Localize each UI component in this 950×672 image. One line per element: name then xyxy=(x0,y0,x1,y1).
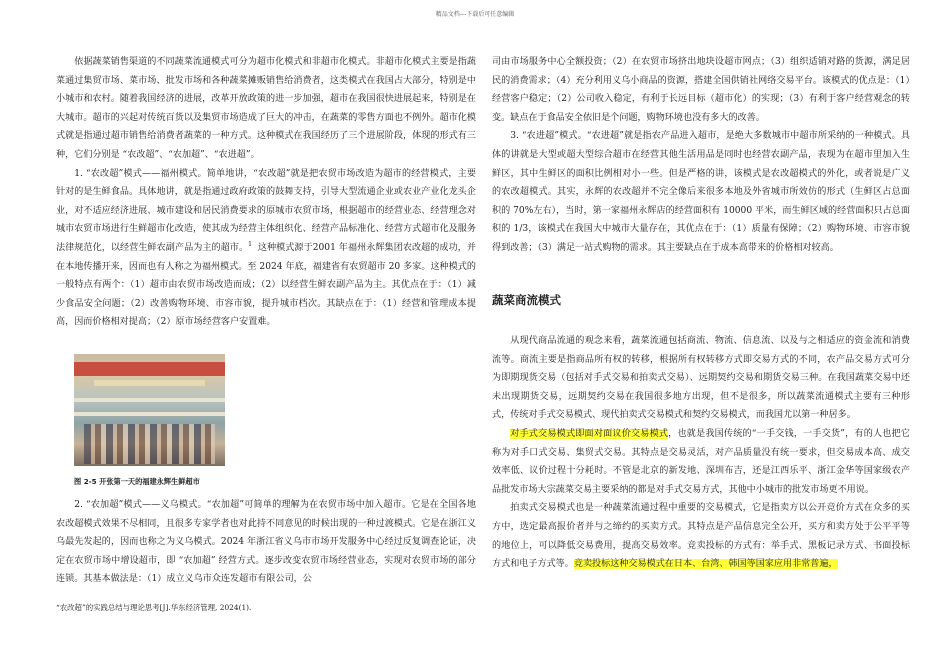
paragraph-auction xyxy=(492,499,910,573)
left-column-top xyxy=(56,53,476,332)
photo-banner xyxy=(74,362,225,376)
photo-shelf xyxy=(74,398,225,402)
paragraph-counterparty xyxy=(492,425,910,499)
footnote-ref: 1 xyxy=(248,240,252,248)
paragraph-intro: 依据蔬菜销售渠道的不同蔬菜流通模式可分为超市化模式和非超市化模式。非超市化模式主要是指蔬菜通过集贸市场、菜市场、批发市场和各种蔬菜摊贩销售给消费者，这类模式在我国占大部分，特别是中小城市和农村。随着我国经济的进展，改革开放政策的进一步加强，超市在我国很快进展起来，特别是在大城市。超市的兴起对传统百货以及集贸市场造成了巨大的冲击，在蔬菜的零售方面也不例外。超市化模式就是指通过超市销售给消费者蔬菜的一种方式。这种模式在我国经历了三个进展阶段，体现的形式有三种，它们分别是 “农改超”、“农加超”、“农进超”。 xyxy=(56,57,476,160)
right-column-top xyxy=(492,53,910,258)
paragraph-text: ，也就是我国传统的“一手交钱，一手交货”，有的人也把它称为对手口式交易、集贸式交易。其特点是交易灵活，对产品质量没有统一要求，但交易成本高、成交效率低、议价过程十分耗时。不管是北京的新发地、深圳布吉，还是江西乐平、浙江金华等国家级农产品批发市场大宗蔬菜交易主要采纳的都是对手式交易方式，其他中小城市的批发市场更不用说。 xyxy=(492,428,910,495)
left-column-bottom xyxy=(56,496,476,589)
paragraph-text: 拍卖式交易模式也是一种蔬菜流通过程中重要的交易模式，它是指卖方以公开竞价方式在众多的买方中，选定最高报价者并与之缔约的买卖方式。其特点是产品信息完全公开，买方和卖方处于公平平等的地位上，可以降低交易费用，提高交易效率。竞卖投标的方式有：举手式、黑板记录方式、书面投标方式和电子方式等。 xyxy=(492,503,910,570)
paragraph-commerce-flow: 从现代商品流通的观念来看，蔬菜流通包括商流、物流、信息流、以及与之相适应的资金流和消费流等。商流主要是指商品所有权的转移，根据所有权转移方式即交易方式的不同，农产品交易方式可分为即期现货交易（包括对手式交易和拍卖式交易）、远期契约交易和期货交易三种。在我国蔬菜交易中还未出现期货交易，远期契约交易在我国很多地方出现，但不是很多，所以蔬菜流通模式主要有三种形式，传统对手式交易模式、现代拍卖式交易模式和契约交易模式，而我国尤以第一种居多。 xyxy=(492,336,910,421)
section-heading: 蔬菜商流模式 xyxy=(492,293,561,307)
paragraph-nonggaichao xyxy=(56,165,476,332)
footnote: “农改超”的实践总结与理论思考[J].华东经济管理, 2024(1). xyxy=(56,603,252,612)
photo-crowd xyxy=(84,424,215,464)
supermarket-photo xyxy=(74,354,225,466)
paragraph-text-cont: 这种模式源于2001 年福州永辉集团农改超的成功，并在本地传播开来，因而也有人称之为福州模式。至 2024 年底，福建省有农贸超市 20 多家。这种模式的一般特点有两个：（1）超市由农贸市场改造而成；（2）以经营生鲜农副产品为主。其优点在于：（1）减少食品安全问题；（2）改善购物环境、市容市貌，提升城市档次。其缺点在于：（1）经营和管理成本提高，因而价格相对提高；（2）原市场经营客户安置难。 xyxy=(56,242,476,328)
page-header: 精品文档---下载后可任意编辑 xyxy=(435,11,515,18)
right-column-bottom xyxy=(492,332,910,574)
highlighted-text: 竞卖投标这种交易模式在日本、台湾、韩国等国家应用非常普遍， xyxy=(573,559,838,570)
paragraph-nongjinchao: 3. “农进超”模式。“农进超”就是指农产品进入超市，是绝大多数城市中超市所采纳的一种模式。具体的讲就是大型或超大型综合超市在经营其他生活用品是同时也经营农副产品，表现为在超市里加入生鲜区，其中生鲜区的面积比例相对小一些。但是严格的讲，该模式是农改超模式的外化，或者说是广义的农改超模式。其实，永辉的农改超并不完全像后来很多本地及外省城市所效仿的形式（生鲜区占总面积的 70%左右），当时，第一家福州永辉店的经营面积有 10000 平米，而生鲜区域的经营面积只占总面积的 1/3，该模式在我国大中城市大量存在，其优点在于：（1）质量有保障；（2）购物环境、市容市貌得到改善；（3）满足一站式购物的需求。其主要缺点在于成本高带来的价格相对较高。 xyxy=(492,131,910,253)
highlighted-text: 对手式交易模式即面对面议价交易模式 xyxy=(510,428,669,439)
paragraph-nongjiachao: 2. “农加超”模式——义乌模式。“农加超”可简单的理解为在农贸市场中加入超市。它是在全国各地农改超模式效果不尽相同，且很多专家学者也对此持不同意见的时候出现的一种过渡模式。它是在浙江义乌最先发起的，因而也称之为义乌模式。2024 年浙江省义乌市市场开发服务中心经过反复调查论证，决定在农贸市场中增设超市，即 “农加超” 经营方式。逐步改变农贸市场经营业态，实现对农贸市场的部分连锁。其基本做法是：（1）成立义乌市众连发超市有限公司，公 xyxy=(56,500,476,585)
figure-caption: 图 2-5 开张第一天的福建永辉生鲜超市 xyxy=(74,477,200,486)
paragraph-text: 1. “农改超”模式——福州模式。简单地讲，“农改超”就是把农贸市场改造为超市的经营模式，主要针对的是生鲜食品。具体地讲，就是指通过政府政策的鼓舞支持，引导大型流通企业或农业产业化龙头企业，对不适应经济进展、城市建设和居民消费要求的原城市农贸市场，根据超市的经营业态、经营理念对城市农贸市场进行生鲜超市化改造，使其成为经营主体组织化、经营产品标准化、经营方式超市化及服务法律规范化，以经营生鲜农副产品为主的超市。 xyxy=(56,168,476,253)
photo-sign xyxy=(94,380,205,386)
paragraph-yiwu-cont: 司由市场服务中心全额投资；（2）在农贸市场挤出地块设超市网点；（3）组织适销对路的货源，满足居民的消费需求；（4）充分利用义乌小商品的资源，搭建全国供销社网络交易平台。该模式的优点是：（1）经营客户稳定；（2）公司收入稳定，有利于长远目标（超市化）的实现；（3）有利于客户经营观念的转变。缺点在于食品安全依旧是个问题，购物环境也没有多大的改善。 xyxy=(492,57,910,123)
photo-shelf xyxy=(74,412,225,416)
